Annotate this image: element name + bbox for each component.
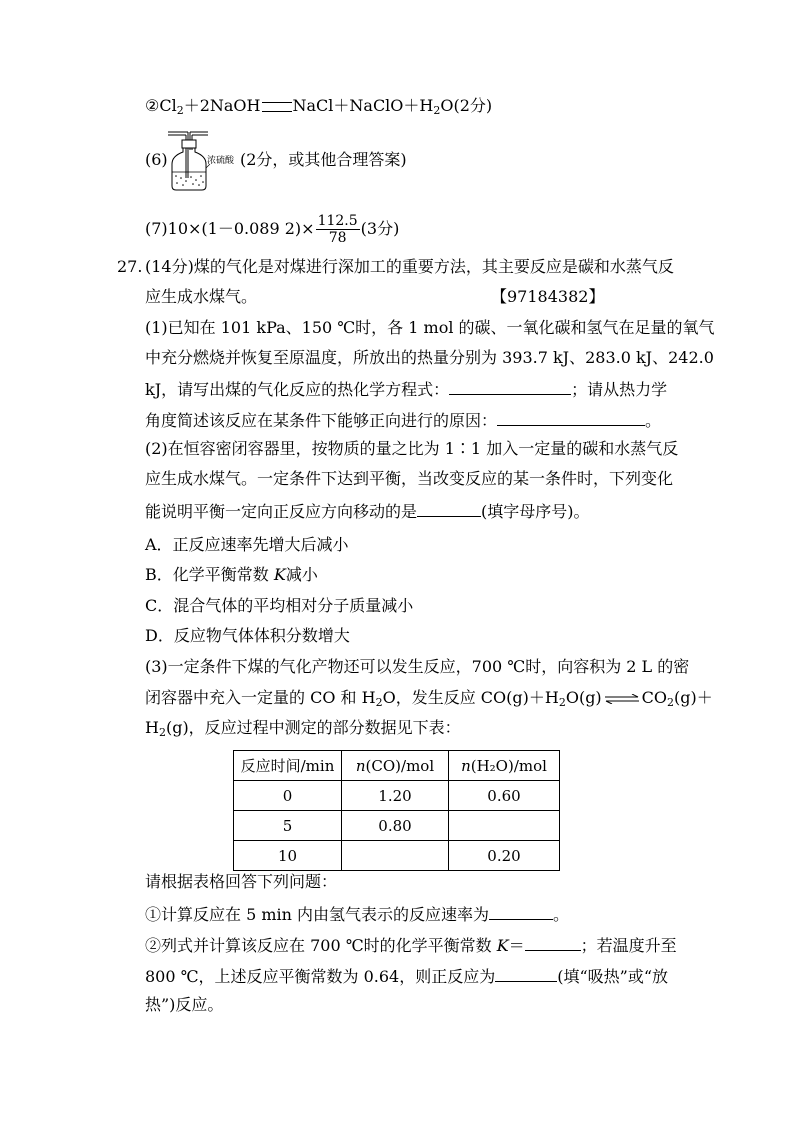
answer-blank[interactable] [449,378,571,395]
fraction: $\frac{112.5}{78}$ [317,213,358,246]
q27-sub2-line1: ②列式并计算该反应在 700 ℃时的化学平衡常数 K＝ ；若温度升至 [145,936,677,955]
table-header-row [234,751,560,781]
q27-p3-line2: 闭容器中充入一定量的 CO 和 $H_2O$，发生反应 $CO(g)+H_2O(g)$ $CO_2(g)+$ [145,688,713,709]
table-row [234,781,560,811]
table-cell: 0.60 [449,781,560,811]
q27-p1-line3: kJ，请写出煤的气化反应的热化学方程式： ；请从热力学 [145,380,668,399]
q26-part7-line: (7)10×(1－0.089 2)× $\frac{112.5}{78}$ (3分) [145,213,400,246]
table-cell: 0.20 [449,841,560,871]
q27-intro-line2: 应生成水煤气。 [145,287,258,306]
q27-p2-line2: 应生成水煤气。一定条件下达到平衡，当改变反应的某一条件时，下列变化 [145,469,674,488]
table-row [234,811,560,841]
bottle-label: 浓硫酸 [207,156,235,166]
q27-sub2-line2: 800 ℃，上述反应平衡常数为 0.64，则正反应为 (填“吸热”或“放 [145,967,669,986]
table-header: n(H₂O)/mol [449,751,560,781]
q27-intro-line1: (14分)煤的气化是对煤进行深加工的重要方法，其主要反应是碳和水蒸气反 [145,257,674,276]
table-cell [342,841,449,871]
reversible-arrow-icon [604,694,640,704]
q27-p2-line1: (2)在恒容密闭容器里，按物质的量之比为 1∶1 加入一定量的碳和水蒸气反 [145,439,679,458]
answer-blank[interactable] [495,965,557,982]
answer-blank[interactable] [497,409,645,426]
data-table [233,750,560,871]
table-row [234,841,560,871]
q26-part6-text: (2分，或其他合理答案) [240,150,407,169]
option-c: C．混合气体的平均相对分子质量减小 [145,596,414,615]
answer-blank[interactable] [489,903,553,920]
answer-blank[interactable] [417,500,481,517]
answer-blank[interactable] [525,934,581,951]
q27-p1-line1: (1)已知在 101 kPa、150 ℃时，各 1 mol 的碳、一氧化碳和氢气在足量的氧气 [145,318,715,337]
q26-equation-line: $②Cl_2+2NaOH$ $NaCl+NaClO+H_2O(2$分) [145,96,493,117]
q27-p3-line3: $H_2(g)$，反应过程中测定的部分数据见下表： [145,718,461,739]
table-cell [449,811,560,841]
q26-part6-label: (6) [145,150,168,169]
q27-p1-line4: 角度简述该反应在某条件下能够正向进行的原因： 。 [145,411,662,430]
q27-p3-line1: (3)一定条件下煤的气化产物还可以发生反应，700 ℃时，向容积为 2 L 的密 [145,657,690,676]
table-header: n(CO)/mol [342,751,449,781]
question-code: 【97184382】 [491,287,605,306]
q27-sub2-line3: 热”)反应。 [145,995,224,1014]
q27-sub1: ①计算反应在 5 min 内由氢气表示的反应速率为 。 [145,905,570,924]
table-cell: 10 [234,841,342,871]
table-cell: 0 [234,781,342,811]
option-a: A．正反应速率先增大后减小 [145,535,349,554]
table-header: 反应时间/min [234,751,342,781]
equals-sign-icon [262,102,292,112]
q27-p1-line2: 中充分燃烧并恢复至原温度，所放出的热量分别为 393.7 kJ、283.0 kJ、242.0 [145,348,714,367]
q27-p2-line3: 能说明平衡一定向正反应方向移动的是 (填字母序号)。 [145,502,590,521]
table-cell: 0.80 [342,811,449,841]
after-table-text: 请根据表格回答下列问题： [145,872,338,891]
table-cell: 5 [234,811,342,841]
question-number: 27. [117,257,143,276]
option-b: B．化学平衡常数 K减小 [145,565,318,584]
table-cell: 1.20 [342,781,449,811]
option-d: D．反应物气体体积分数增大 [145,626,350,645]
